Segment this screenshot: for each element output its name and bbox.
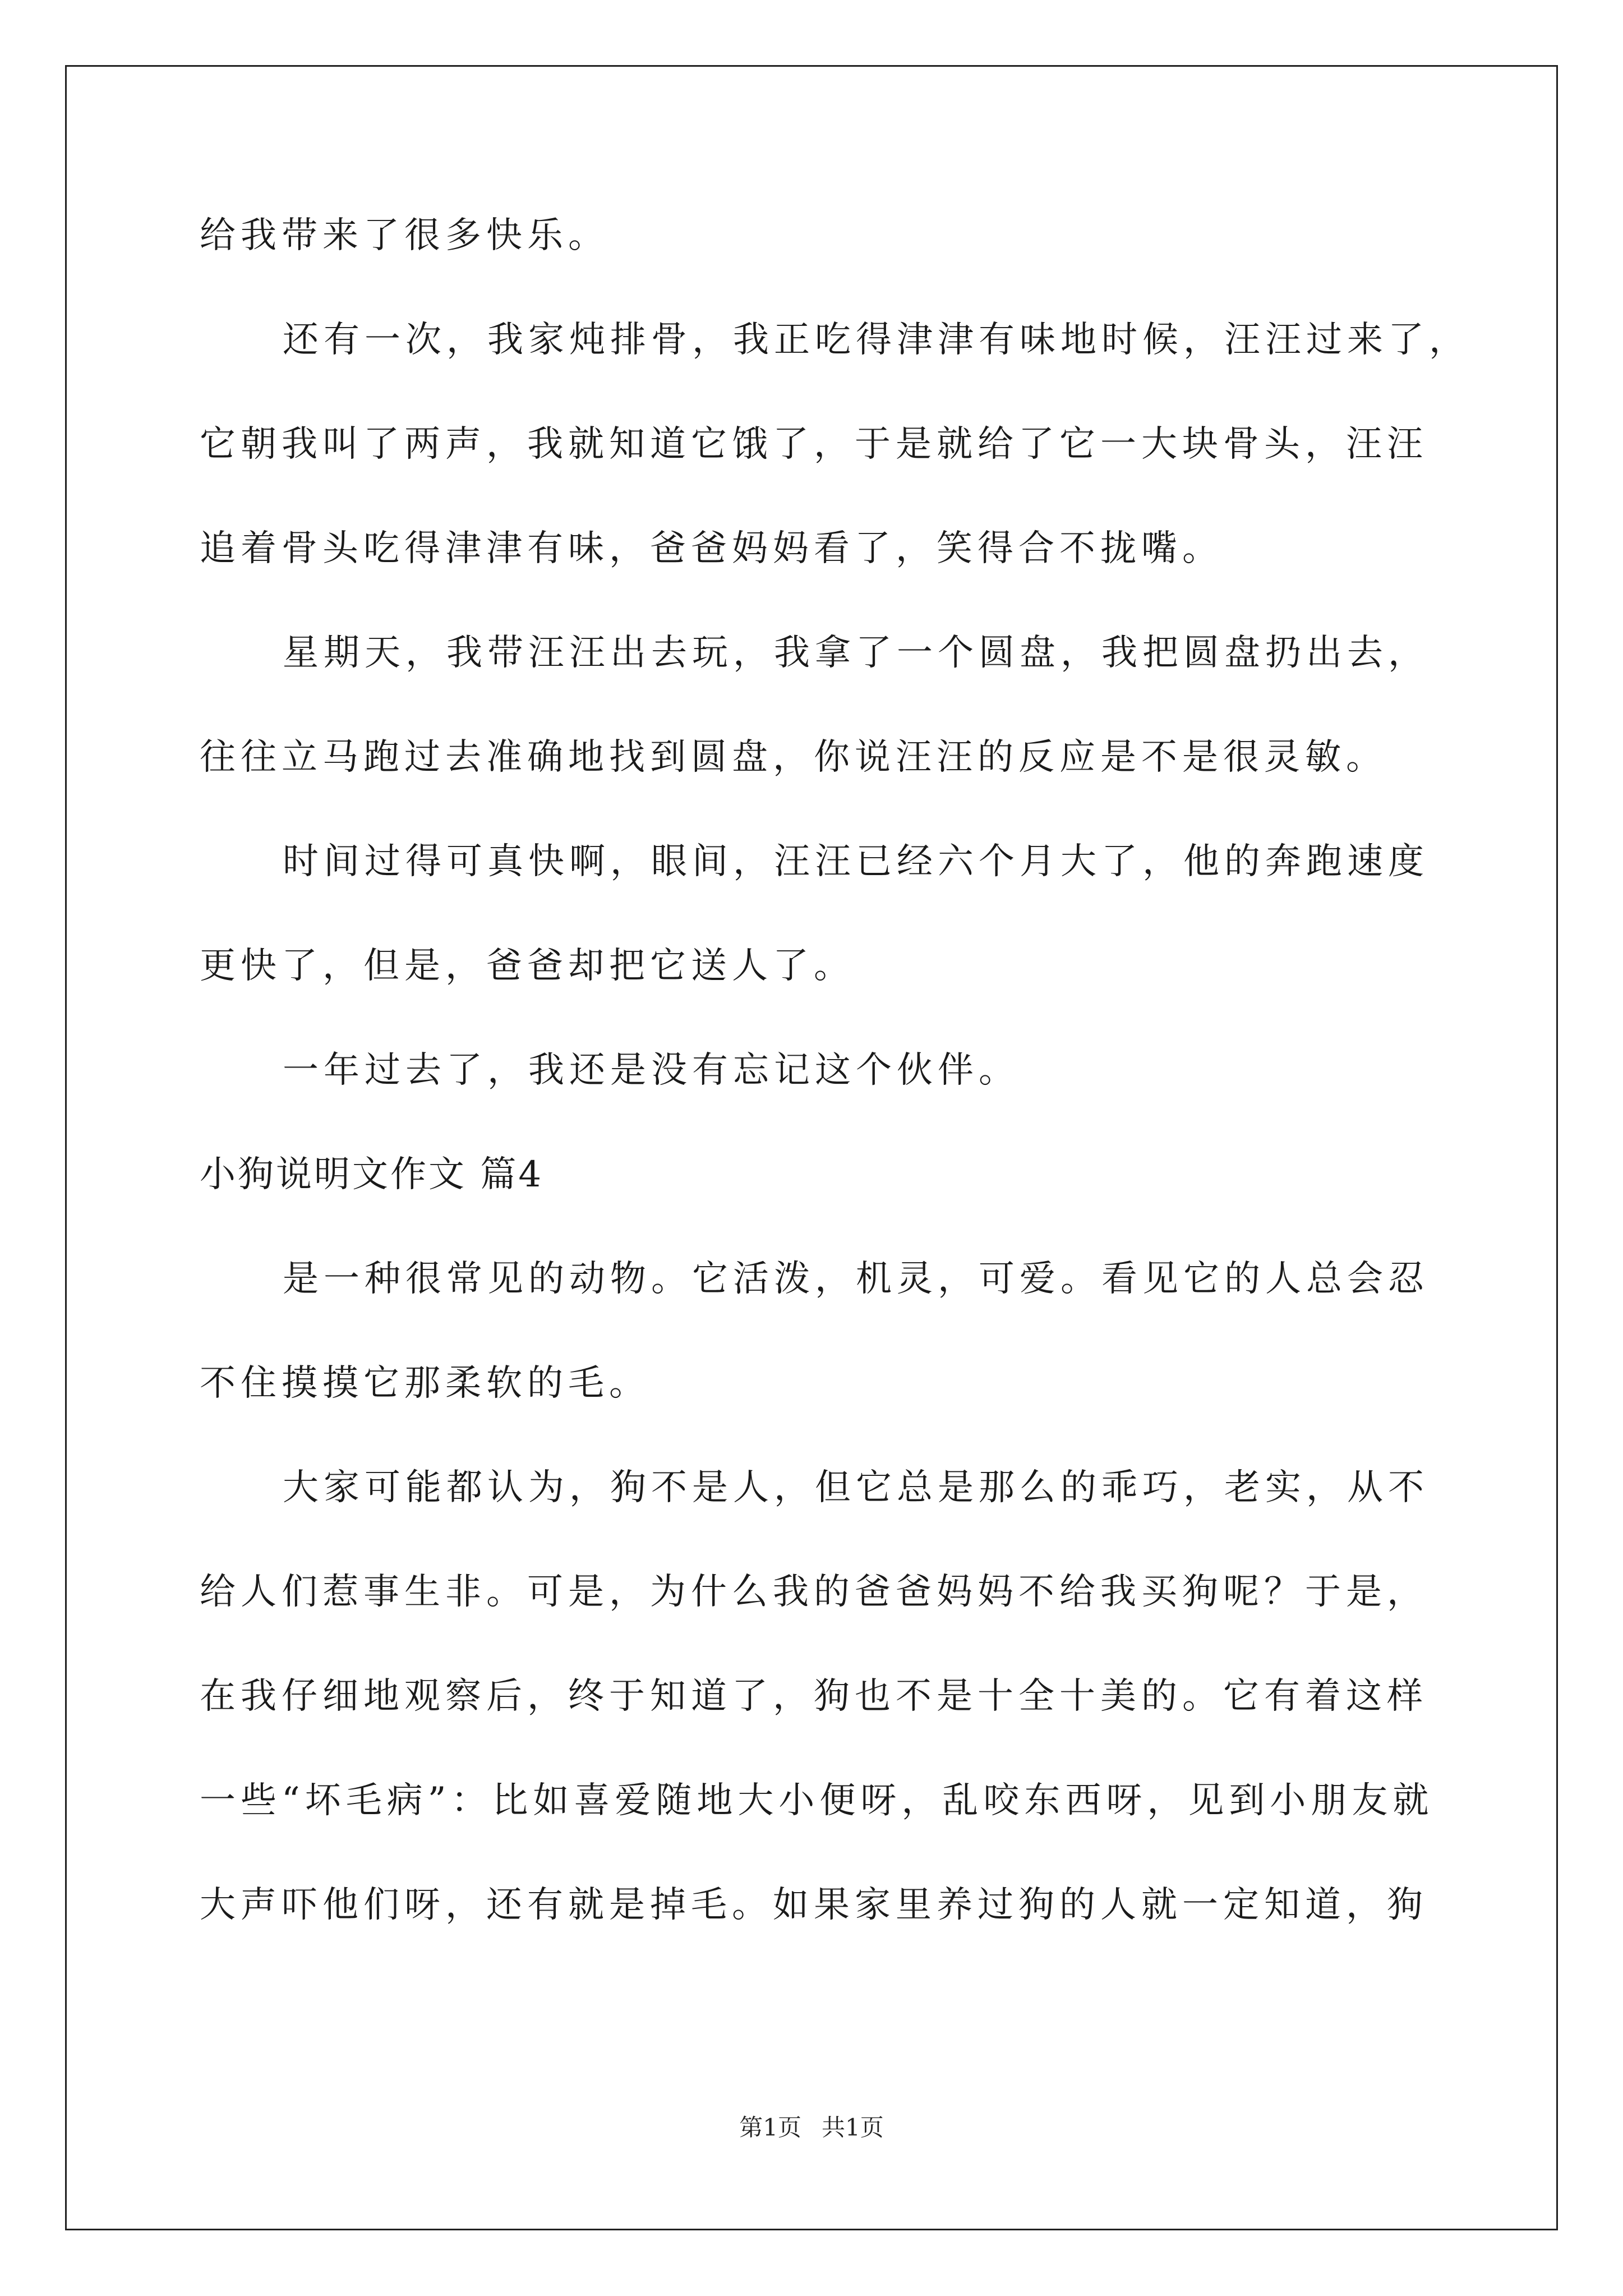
paragraph-line: 星期天，我带汪汪出去玩，我拿了一个圆盘，我把圆盘扔出去， [283,632,1429,674]
paragraph-line: 给我带来了很多快乐。 [200,215,609,256]
page-number: 第1页 [739,2114,801,2141]
paragraph-line: 还有一次，我家炖排骨，我正吃得津津有味地时候，汪汪过来了， [283,319,1470,361]
paragraph-line: 一些“坏毛病”：比如喜爱随地大小便呀，乱咬东西呀，见到小朋友就 [200,1780,1434,1821]
paragraph-line: 追着骨头吃得津津有味，爸爸妈妈看了，笑得合不拢嘴。 [200,528,1223,569]
paragraph-line: 大家可能都认为，狗不是人，但它总是那么的乖巧，老实，从不 [283,1467,1429,1508]
paragraph-line: 是一种很常见的动物。它活泼，机灵，可爱。看见它的人总会忍 [283,1258,1429,1300]
paragraph-line: 时间过得可真快啊，眼间，汪汪已经六个月大了，他的奔跑速度 [283,841,1429,882]
paragraph-line: 在我仔细地观察后，终于知道了，狗也不是十全十美的。它有着这样 [200,1676,1428,1717]
paragraph-line: 它朝我叫了两声，我就知道它饿了，于是就给了它一大块骨头，汪汪 [200,424,1428,465]
paragraph-line: 往往立马跑过去准确地找到圆盘，你说汪汪的反应是不是很灵敏。 [200,737,1387,778]
paragraph-line: 不住摸摸它那柔软的毛。 [200,1363,650,1404]
page-footer [0,2113,1623,2143]
paragraph-line: 给人们惹事生非。可是，为什么我的爸爸妈妈不给我买狗呢？于是， [200,1571,1428,1613]
section-heading: 小狗说明文作文 篇4 [200,1154,544,1195]
paragraph-line: 一年过去了，我还是没有忘记这个伙伴。 [283,1050,1020,1091]
page-total: 共1页 [822,2114,884,2141]
paragraph-line: 大声吓他们呀，还有就是掉毛。如果家里养过狗的人就一定知道，狗 [200,1884,1428,1926]
paragraph-line: 更快了，但是，爸爸却把它送人了。 [200,945,855,987]
